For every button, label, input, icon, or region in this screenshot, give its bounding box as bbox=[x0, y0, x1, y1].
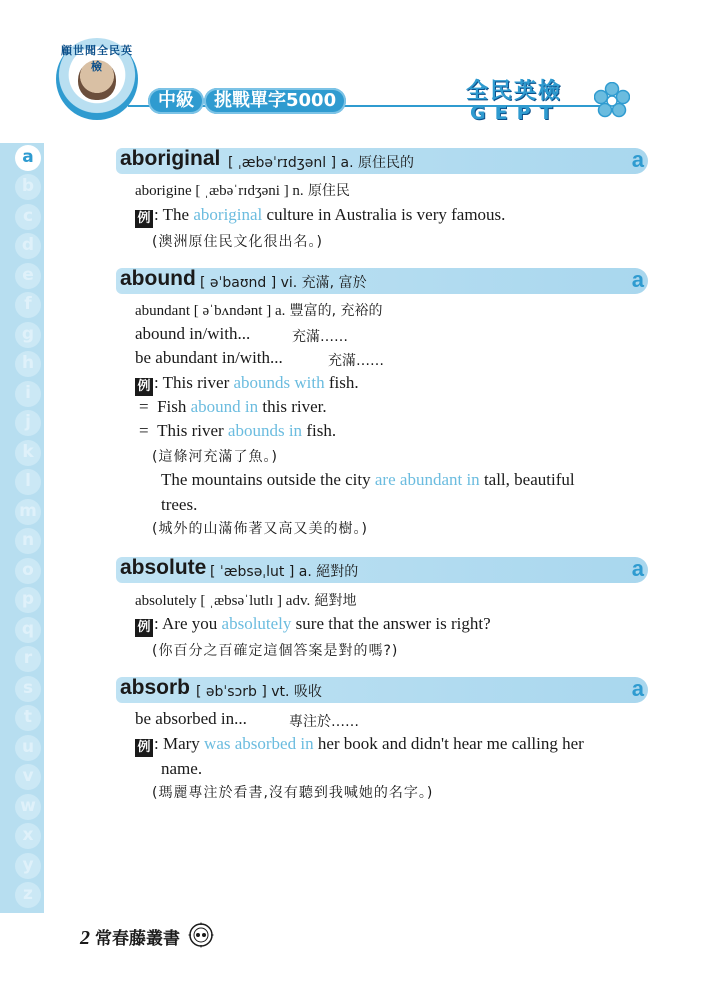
pronunciation: [ ˈæbsəˌlut ] a. 絕對的 bbox=[210, 564, 359, 580]
example-mark: 例 bbox=[135, 210, 153, 228]
index-letter-j[interactable]: j bbox=[15, 410, 41, 436]
index-letter-t[interactable]: t bbox=[15, 705, 41, 731]
entry-letter: a bbox=[631, 267, 644, 292]
brand-cn: 全民英檢 bbox=[466, 79, 563, 104]
level-label: 中級 bbox=[148, 88, 204, 114]
phrase-line: abound in/with... bbox=[135, 324, 251, 343]
brand-en: GEPT bbox=[470, 102, 562, 124]
index-letter-x[interactable]: x bbox=[15, 823, 41, 849]
entry-letter: a bbox=[631, 147, 644, 172]
translation: (這條河充滿了魚。) bbox=[152, 449, 278, 465]
index-letter-d[interactable]: d bbox=[15, 233, 41, 259]
publisher-seal-icon bbox=[188, 922, 214, 948]
entry-header-aboriginal bbox=[116, 148, 648, 174]
phrase-line: be abundant in/with... bbox=[135, 348, 283, 367]
derivative-line: absolutely [ ˌæbsəˈlutlɪ ] adv. 絕對地 bbox=[135, 593, 357, 609]
flower-icon bbox=[594, 82, 630, 118]
alphabet-index bbox=[0, 143, 44, 913]
translation: (你百分之百確定這個答案是對的嗎?) bbox=[152, 643, 399, 659]
index-letter-a[interactable]: a bbox=[15, 145, 41, 171]
publisher-name: 常春藤叢書 bbox=[95, 929, 180, 949]
headword: abound bbox=[120, 267, 196, 290]
phrase-line: be absorbed in... bbox=[135, 709, 247, 728]
headword: absolute bbox=[120, 556, 207, 579]
page-number: 2 bbox=[80, 927, 90, 949]
index-letter-s[interactable]: s bbox=[15, 676, 41, 702]
index-letter-n[interactable]: n bbox=[15, 528, 41, 554]
logo-text: 顧世聞全民英檢 bbox=[61, 44, 133, 73]
headword: absorb bbox=[120, 676, 191, 699]
example-mark: 例 bbox=[135, 378, 153, 396]
index-letter-i[interactable]: i bbox=[15, 381, 41, 407]
index-letter-z[interactable]: z bbox=[15, 882, 41, 908]
index-letter-v[interactable]: v bbox=[15, 764, 41, 790]
example-mark: 例 bbox=[135, 619, 153, 637]
index-letter-e[interactable]: e bbox=[15, 263, 41, 289]
translation: (澳洲原住民文化很出名。) bbox=[152, 234, 323, 250]
index-letter-w[interactable]: w bbox=[15, 794, 41, 820]
entry-letter: a bbox=[631, 676, 644, 701]
derivative-line: abundant [ əˈbʌndənt ] a. 豐富的, 充裕的 bbox=[135, 303, 383, 319]
pronunciation: [ əˈbaʊnd ] vi. 充滿, 富於 bbox=[200, 275, 367, 291]
index-letter-k[interactable]: k bbox=[15, 440, 41, 466]
entry-header-absorb bbox=[116, 677, 648, 703]
example-sentence: The mountains outside the city are abundant in tall, beautiful bbox=[161, 470, 575, 489]
series-label: 挑戰單字5000 bbox=[204, 88, 346, 114]
index-letter-b[interactable]: b bbox=[15, 174, 41, 200]
example-mark: 例 bbox=[135, 739, 153, 757]
example-continuation: trees. bbox=[161, 495, 198, 514]
page-header bbox=[0, 0, 708, 140]
entry-letter: a bbox=[631, 556, 644, 581]
index-letter-h[interactable]: h bbox=[15, 351, 41, 377]
equivalent-sentence: = This river abounds in fish. bbox=[139, 421, 337, 440]
example-sentence: 例 : Are you absolutely sure that the answer is right? bbox=[135, 614, 491, 637]
pronunciation: [ əbˈsɔrb ] vt. 吸收 bbox=[196, 684, 322, 700]
example-continuation: name. bbox=[161, 759, 203, 778]
phrase-meaning: 充滿…… bbox=[292, 329, 348, 345]
phrase-meaning: 充滿…… bbox=[328, 353, 384, 369]
derivative-line: aborigine [ ˌæbəˈrɪdʒəni ] n. 原住民 bbox=[135, 183, 350, 199]
index-letter-g[interactable]: g bbox=[15, 322, 41, 348]
index-letter-f[interactable]: f bbox=[15, 292, 41, 318]
phrase-meaning: 專注於…… bbox=[289, 714, 359, 730]
translation: (城外的山滿佈著又高又美的樹。) bbox=[152, 521, 368, 537]
index-letter-y[interactable]: y bbox=[15, 853, 41, 879]
index-letter-q[interactable]: q bbox=[15, 617, 41, 643]
entry-header-abound bbox=[116, 268, 648, 294]
index-letter-p[interactable]: p bbox=[15, 587, 41, 613]
index-letter-o[interactable]: o bbox=[15, 558, 41, 584]
pronunciation: [ ˌæbəˈrɪdʒənl ] a. 原住民的 bbox=[228, 155, 415, 171]
index-letter-l[interactable]: l bbox=[15, 469, 41, 495]
example-sentence: 例 : Mary was absorbed in her book and didn't hear me calling her bbox=[135, 734, 584, 757]
author-logo bbox=[56, 38, 138, 120]
equivalent-sentence: = Fish abound in this river. bbox=[139, 397, 327, 416]
page-footer bbox=[80, 924, 180, 950]
example-sentence: 例 : This river abounds with fish. bbox=[135, 373, 359, 396]
entry-header-absolute bbox=[116, 557, 648, 583]
translation: (瑪麗專注於看書,沒有聽到我喊她的名字。) bbox=[152, 785, 434, 801]
index-letter-u[interactable]: u bbox=[15, 735, 41, 761]
example-sentence: 例 : The aboriginal culture in Australia is very famous. bbox=[135, 205, 505, 228]
headword: aboriginal bbox=[120, 147, 221, 170]
index-letter-m[interactable]: m bbox=[15, 499, 41, 525]
index-letter-c[interactable]: c bbox=[15, 204, 41, 230]
index-letter-r[interactable]: r bbox=[15, 646, 41, 672]
